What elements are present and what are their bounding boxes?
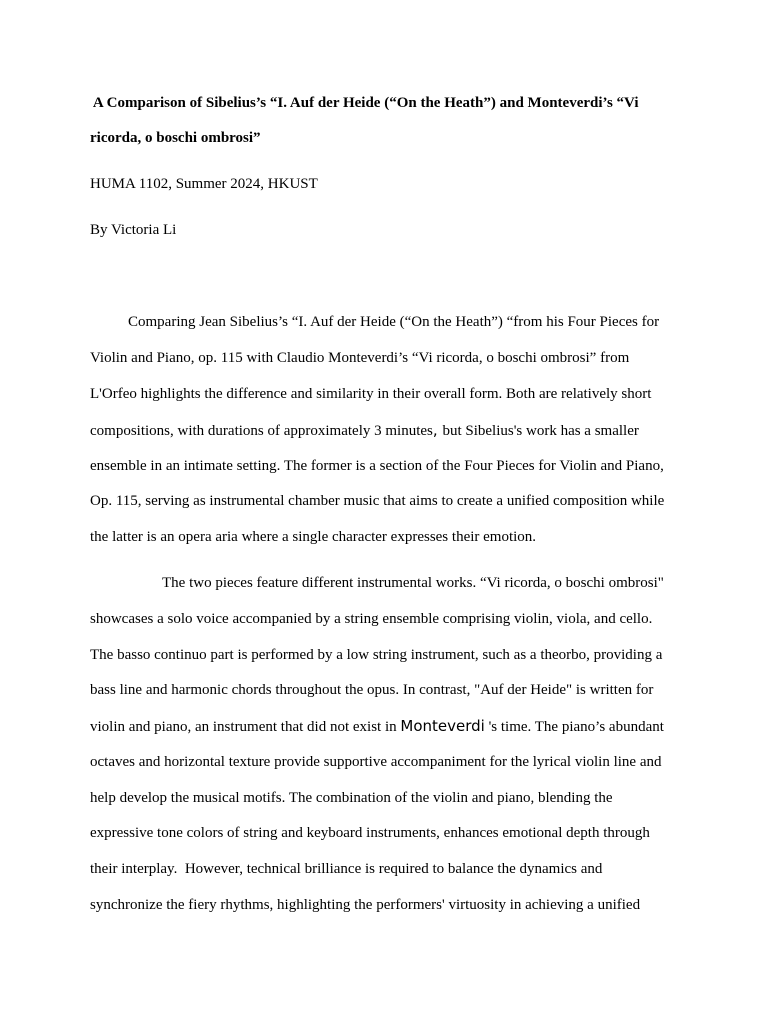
paragraph-2-line-1: The two pieces feature different instrumental works. “Vi ricorda, o boschi ombrosi" [162, 575, 664, 591]
document-title-line-2: ricorda, o boschi ombrosi” [90, 130, 261, 146]
paragraph-1-line-4-part-a: compositions, with durations of approximately 3 minutes [90, 423, 433, 439]
paragraph-2-line-5-part-a: violin and piano, an instrument that did not exist in [90, 719, 401, 735]
paragraph-1-line-4-part-b: but Sibelius's work has a smaller [442, 423, 639, 439]
author-line: By Victoria Li [90, 222, 177, 238]
paragraph-1-line-4-comma: , [432, 421, 443, 439]
paragraph-1-line-1: Comparing Jean Sibelius’s “I. Auf der Heide (“On the Heath”) “from his Four Pieces for [128, 314, 660, 330]
course-info: HUMA 1102, Summer 2024, HKUST [90, 176, 318, 192]
paragraph-2-line-2: showcases a solo voice accompanied by a string ensemble comprising violin, viola, and cello. [90, 611, 653, 627]
paragraph-2-line-4: bass line and harmonic chords throughout the opus. In contrast, "Auf der Heide" is written for [90, 682, 654, 698]
document-title-line-1: A Comparison of Sibelius’s “I. Auf der Heide (“On the Heath”) and Monteverdi’s “Vi [90, 95, 639, 111]
paragraph-1-line-6: Op. 115, serving as instrumental chamber music that aims to create a unified composition while [90, 493, 665, 509]
paragraph-2-line-8: expressive tone colors of string and keyboard instruments, enhances emotional depth through [90, 825, 650, 841]
paragraph-1-line-5: ensemble in an intimate setting. The former is a section of the Four Pieces for Violin and Piano, [90, 458, 664, 474]
paragraph-1-line-7: the latter is an opera aria where a single character expresses their emotion. [90, 529, 537, 545]
paragraph-2-line-6: octaves and horizontal texture provide supportive accompaniment for the lyrical violin line and [90, 754, 662, 770]
paragraph-1-line-3: L'Orfeo highlights the difference and similarity in their overall form. Both are relatively short [90, 386, 652, 402]
paragraph-2-line-7: help develop the musical motifs. The combination of the violin and piano, blending the [90, 790, 613, 806]
paragraph-1-line-2: Violin and Piano, op. 115 with Claudio Monteverdi’s “Vi ricorda, o boschi ombrosi” from [90, 350, 630, 366]
paragraph-2-line-5-monteverdi: Monteverdi [400, 717, 485, 735]
paragraph-2-line-9: their interplay. However, technical brilliance is required to balance the dynamics and [90, 861, 603, 877]
paragraph-2-line-5-part-b: 's time. The piano’s abundant [484, 719, 664, 735]
paragraph-2-line-3: The basso continuo part is performed by a low string instrument, such as a theorbo, providing a [90, 647, 663, 663]
paragraph-2-line-5 [90, 716, 664, 736]
paragraph-2-line-10: synchronize the fiery rhythms, highlighting the performers' virtuosity in achieving a unified [90, 897, 641, 913]
paragraph-1-line-4 [90, 420, 639, 440]
